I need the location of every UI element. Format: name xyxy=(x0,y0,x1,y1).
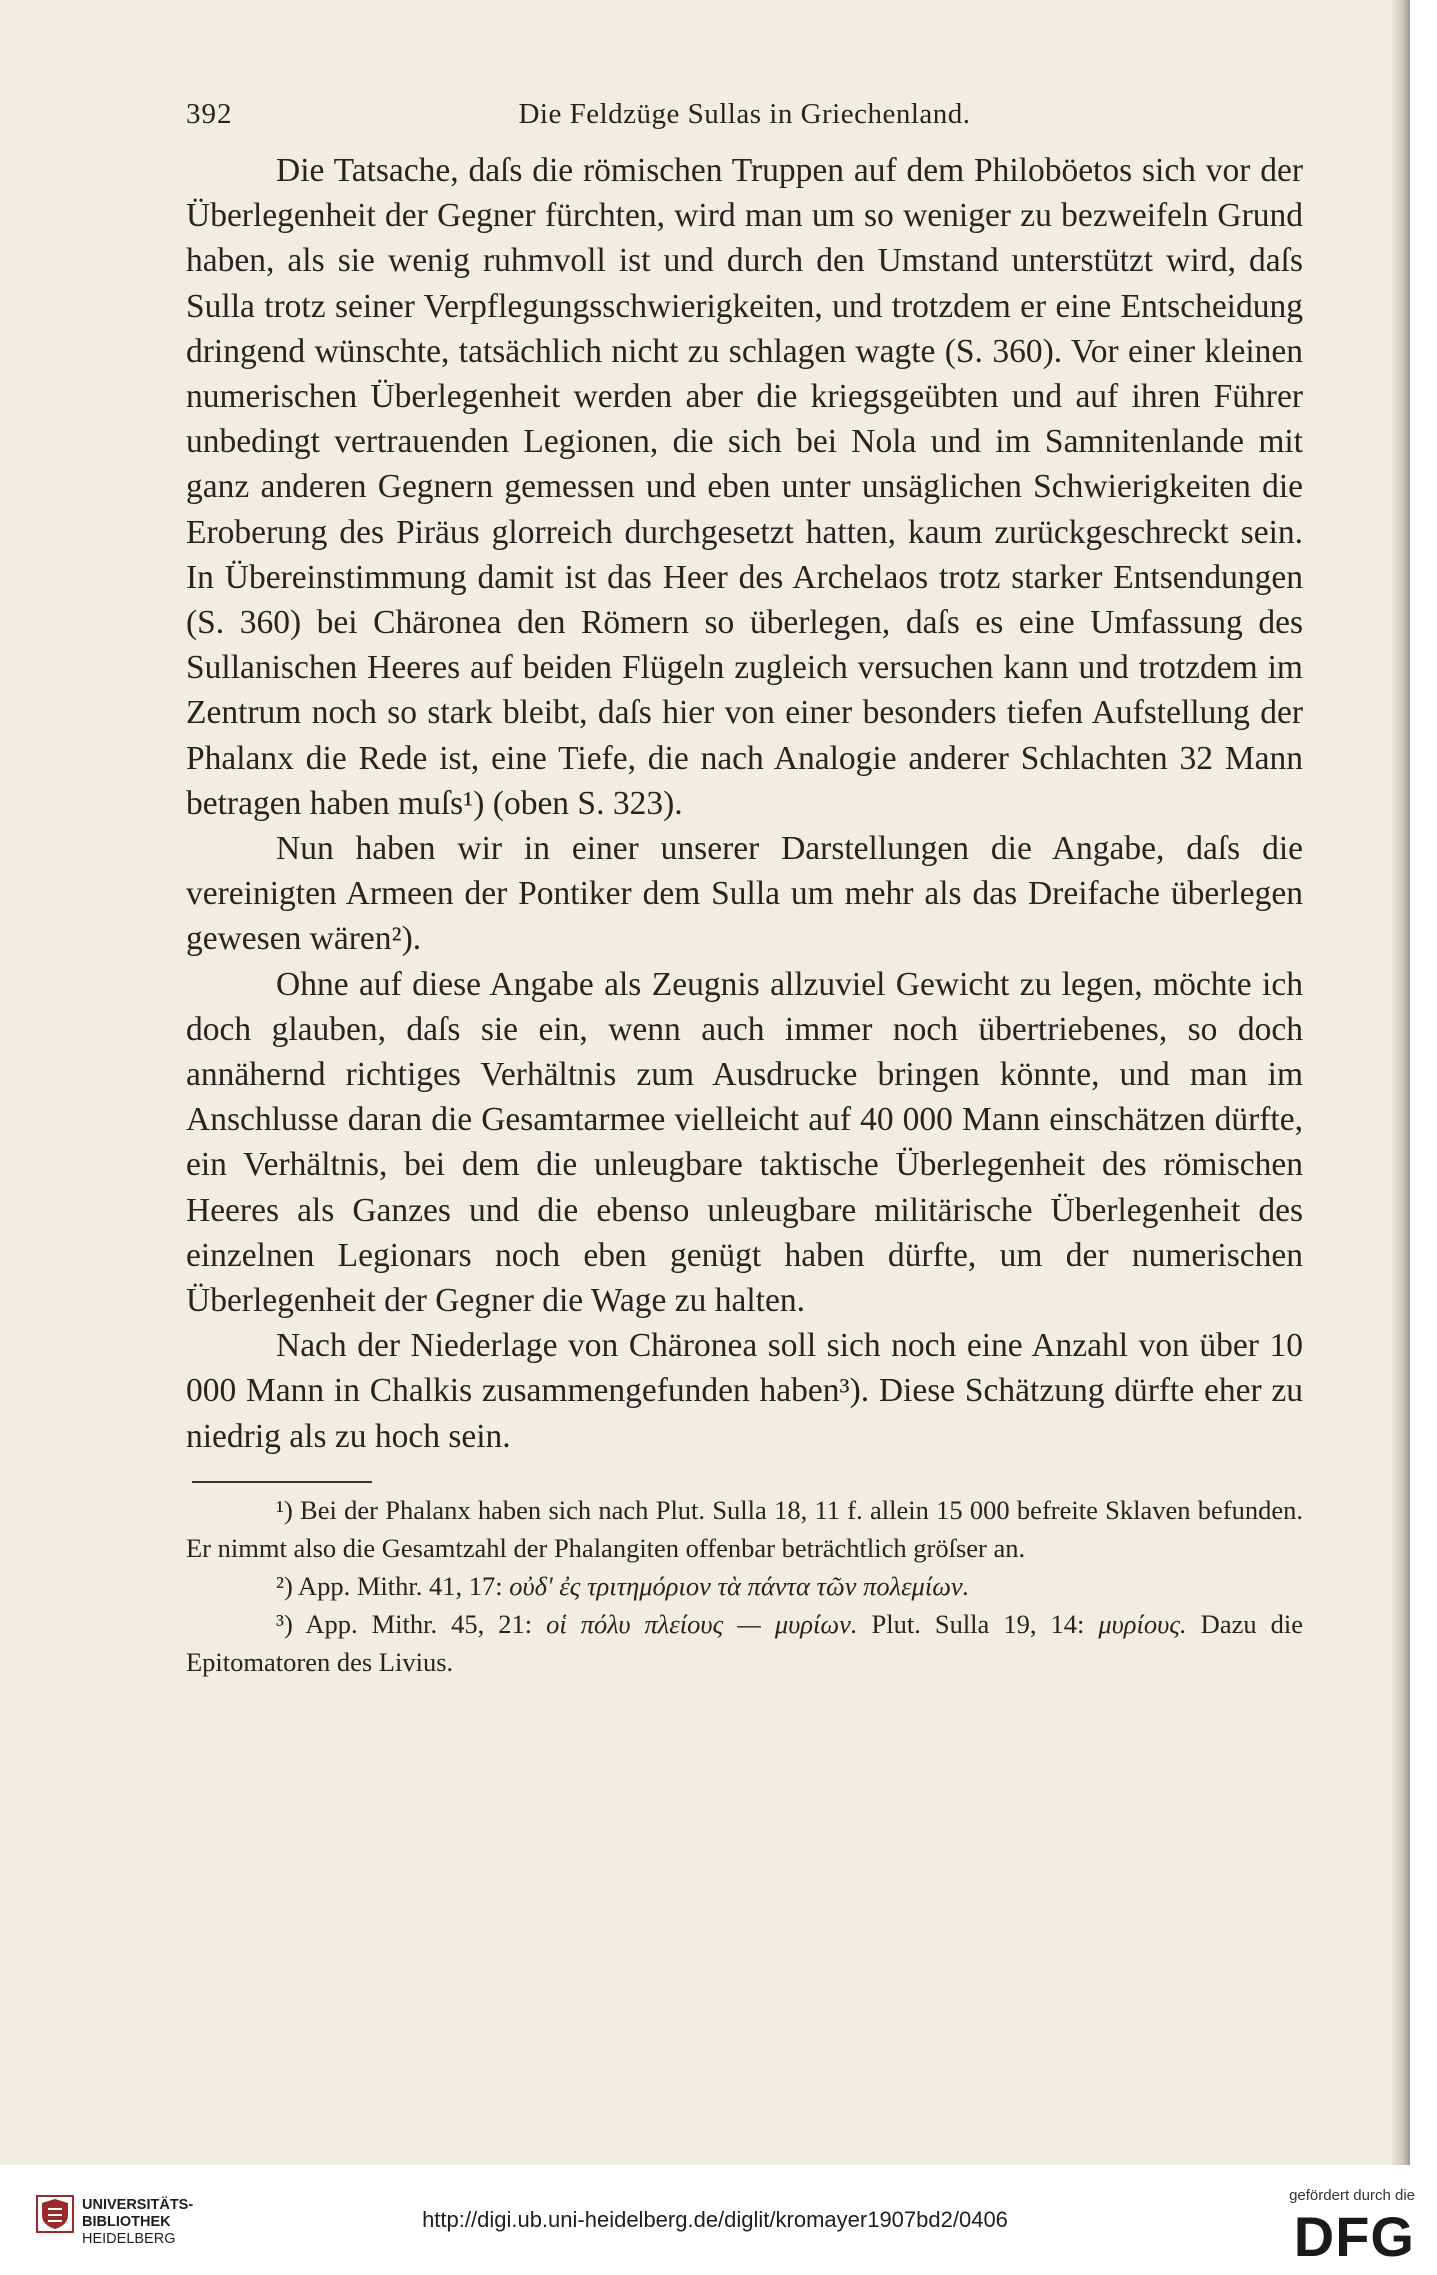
greek-quote: οὐδ' ἐς τριτημόριον τὰ πάντα τῶν πολεμίων. xyxy=(509,1570,970,1601)
footnote-ref-2: Plut. Sulla 19, 14: xyxy=(857,1608,1099,1639)
page-number: 392 xyxy=(186,98,233,130)
page-edge-shadow xyxy=(1392,0,1410,2165)
footnotes xyxy=(186,1491,1303,1681)
body-text xyxy=(186,148,1303,1459)
funder-label: gefördert durch die xyxy=(1289,2187,1415,2204)
footnote-2 xyxy=(186,1567,1303,1605)
university-seal-icon xyxy=(36,2195,74,2233)
permalink-url[interactable]: http://digi.ub.uni-heidelberg.de/diglit/kromayer1907bd2/0406 xyxy=(422,2207,1008,2232)
paragraph: Nun haben wir in einer unserer Darstellungen die Angabe, daſs die vereinigten Armeen der Pontiker dem Sulla um mehr als das Dreifache überlegen gewesen wären²). xyxy=(186,830,1303,958)
library-line: UNIVERSITÄTS- xyxy=(82,2197,194,2213)
library-name xyxy=(82,2197,193,2248)
library-line: HEIDELBERG xyxy=(82,2231,176,2247)
running-head xyxy=(186,90,1303,148)
viewer-footer xyxy=(0,2165,1437,2275)
footnote-tail: Dazu die Epitomatoren des Livius. xyxy=(186,1608,1303,1677)
library-line: BIBLIOTHEK xyxy=(82,2214,171,2230)
paragraph: Ohne auf diese Angabe als Zeugnis allzuviel Gewicht zu legen, möchte ich doch glauben, daſs sie ein, wenn auch immer noch übertriebenes, so doch annähernd richtiges Verhältnis zum Ausdrucke bringen könnte, und man im Anschlusse daran die Gesamtarmee vielleicht auf 40 000 Mann einschätzen dürfte, ein Verhältnis, bei dem die unleugbare taktische Überlegenheit des römischen Heeres als Ganzes und die ebenso unleugbare militärische Überlegenheit des einzelnen Legionars noch eben genügt haben dürfte, um der numerischen Überlegenheit der Gegner die Wage zu halten. xyxy=(186,965,1303,1320)
footnote-ref: ²) App. Mithr. 41, 17: xyxy=(276,1570,510,1601)
greek-quote: οἱ πόλυ πλείους — μυρίων. xyxy=(546,1608,858,1639)
running-title: Die Feldzüge Sullas in Griechenland. xyxy=(518,98,971,130)
footnote-divider xyxy=(192,1481,372,1483)
right-margin-strip xyxy=(1410,0,1437,2165)
footnote-ref: ³) App. Mithr. 45, 21: xyxy=(276,1608,547,1639)
paragraph: Nach der Niederlage von Chäronea soll sich noch eine Anzahl von über 10 000 Mann in Chalkis zusammengefunden haben³). Diese Schätzung dürfte eher zu niedrig als zu hoch sein. xyxy=(186,1327,1303,1455)
paragraph: Die Tatsache, daſs die römischen Truppen auf dem Philoböetos sich vor der Überlegenheit der Gegner fürchten, wird man um so weniger zu bezweifeln Grund haben, als sie wenig ruhmvoll ist und durch den Umstand unterstützt wird, daſs Sulla trotz seiner Verpflegungsschwierigkeiten, und trotzdem er eine Entscheidung dringend wünschte, tatsächlich nicht zu schlagen wagte (S. 360). Vor einer kleinen numerischen Überlegenheit werden aber die kriegsgeübten und auf ihren Führer unbedingt vertrauenden Legionen, die sich bei Nola und im Samnitenlande mit ganz anderen Gegnern gemessen und eben unter unsäglichen Schwierigkeiten die Eroberung des Piräus glorreich durchgesetzt hatten, kaum zurückgeschreckt sein. In Übereinstimmung damit ist das Heer des Archelaos trotz starker Entsendungen (S. 360) bei Chäronea den Römern so überlegen, daſs es eine Umfassung des Sullanischen Heeres auf beiden Flügeln zugleich versuchen kann und trotzdem im Zentrum noch so stark bleibt, daſs hier von einer besonders tiefen Aufstellung der Phalanx die Rede ist, eine Tiefe, die nach Analogie anderer Schlachten 32 Mann betragen haben muſs¹) (oben S. 323). xyxy=(186,152,1303,822)
greek-quote-2: μυρίους. xyxy=(1098,1608,1187,1639)
footnote-1 xyxy=(186,1491,1303,1567)
dfg-logo: DFG xyxy=(1293,2205,1415,2268)
footnote-text: ¹) Bei der Phalanx haben sich nach Plut. Sulla 18, 11 f. allein 15 000 befreite Sklaven befunden. Er nimmt also die Gesamtzahl der Phalangiten offenbar beträchtlich gröſser an. xyxy=(186,1494,1303,1563)
page-content xyxy=(186,90,1303,1681)
footnote-3 xyxy=(186,1605,1303,1681)
